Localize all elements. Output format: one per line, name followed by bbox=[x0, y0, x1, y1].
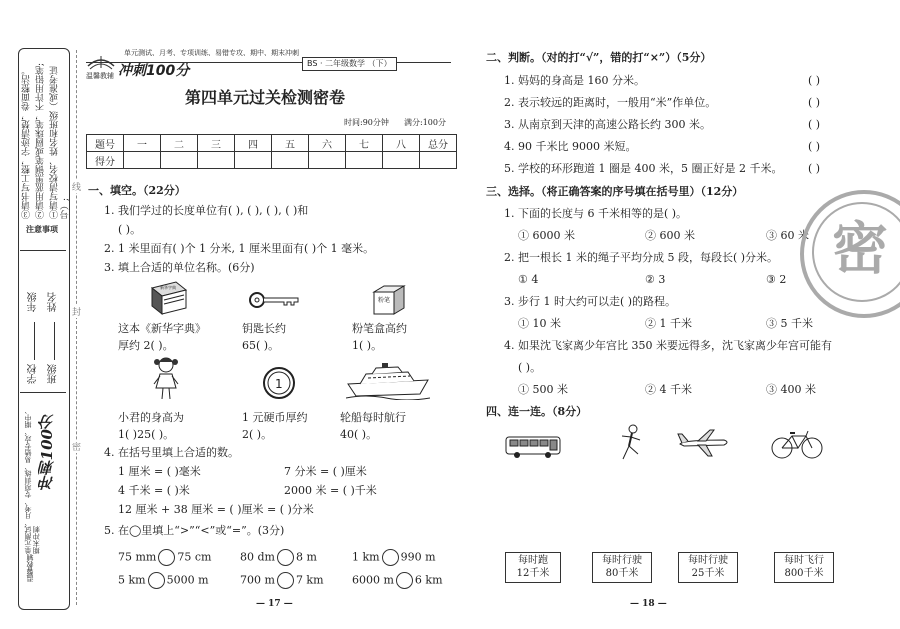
q5-r2-c3 bbox=[352, 572, 443, 589]
sec2-answer-3[interactable]: ( ) bbox=[808, 118, 821, 131]
q3-item-dict-l1: 这本《新华字典》 bbox=[118, 322, 206, 335]
logo bbox=[86, 50, 116, 72]
score-cell: 一 bbox=[124, 135, 161, 152]
sec2-item-5: 5. 学校的环形跑道 1 圈是 400 米，5 圈正好是 2 千米。 bbox=[504, 162, 783, 175]
coin-icon bbox=[262, 366, 296, 400]
compare-circle[interactable] bbox=[382, 549, 399, 566]
page-number-right: — 18 — bbox=[630, 599, 667, 609]
binding-brand: 冲刺100分 bbox=[38, 414, 56, 491]
compare-left: 1 km bbox=[352, 550, 380, 564]
compare-left: 5 km bbox=[118, 573, 146, 587]
exam-title: 第四单元过关检测密卷 bbox=[185, 88, 346, 107]
q3-item-girl-l2: 1( )25( )。 bbox=[118, 428, 175, 441]
compare-left: 80 dm bbox=[240, 550, 275, 564]
page-number-left: — 17 — bbox=[256, 599, 293, 609]
q4-row1-b: 7 分米 = ( )厘米 bbox=[284, 465, 367, 478]
sec3-q4-opt2[interactable]: ② 4 千米 bbox=[645, 383, 692, 396]
bicycle-icon bbox=[770, 428, 824, 460]
match-box-3-line2: 25千米 bbox=[691, 567, 725, 579]
q5-r2-c2 bbox=[240, 572, 324, 589]
coin-picture bbox=[262, 366, 296, 400]
compare-left: 75 mm bbox=[118, 550, 157, 564]
svg-text:1: 1 bbox=[275, 377, 283, 391]
compare-right: 75 cm bbox=[177, 550, 212, 564]
exam-time: 时间:90分钟 bbox=[344, 118, 389, 127]
compare-circle[interactable] bbox=[158, 549, 175, 566]
brand-big: 冲刺100分 bbox=[118, 63, 190, 79]
score-cell: 八 bbox=[383, 135, 420, 152]
notice-item-3: ③请书写工整，字迹清楚，卷面整洁。 bbox=[22, 66, 32, 219]
compare-right: 5000 m bbox=[166, 573, 209, 587]
score-cell: 得分 bbox=[87, 152, 124, 169]
match-box-2[interactable] bbox=[592, 552, 652, 583]
score-cell: 总分 bbox=[420, 135, 457, 152]
score-cell[interactable] bbox=[124, 152, 161, 169]
sec2-item-4: 4. 90 千米比 9000 米短。 bbox=[504, 140, 637, 153]
ship-picture bbox=[346, 362, 430, 400]
compare-left: 6000 m bbox=[352, 573, 394, 587]
compare-right: 6 km bbox=[414, 573, 443, 587]
sec3-q4-opt1[interactable]: ① 500 米 bbox=[518, 383, 568, 396]
field-school-line bbox=[34, 322, 35, 360]
score-table-score-row bbox=[87, 152, 457, 169]
sec2-item-2: 2. 表示较远的距离时，一般用“米”作单位。 bbox=[504, 96, 717, 109]
compare-right: 7 km bbox=[295, 573, 324, 587]
course-tag: BS · 二年级数学 （下） bbox=[302, 57, 397, 71]
score-table-header-row bbox=[87, 135, 457, 152]
ship-icon bbox=[346, 362, 430, 400]
match-box-1-line2: 12千米 bbox=[516, 567, 550, 579]
score-table bbox=[86, 134, 457, 169]
match-box-3-line1: 每时行驶 bbox=[688, 555, 728, 566]
sec3-q3: 3. 步行 1 时大约可以走( )的路程。 bbox=[504, 295, 677, 308]
binding-brand-box bbox=[20, 394, 66, 604]
match-box-4-line1: 每时飞行 bbox=[784, 555, 824, 566]
seal-word-feng: 封 bbox=[72, 305, 81, 318]
sec2-answer-2[interactable]: ( ) bbox=[808, 96, 821, 109]
field-name: 姓名 bbox=[48, 292, 59, 312]
q4-row2-b: 2000 米 = ( )千米 bbox=[284, 484, 377, 497]
match-box-4-line2: 800千米 bbox=[784, 567, 824, 579]
sec3-q2-opt2[interactable]: ② 3 bbox=[645, 273, 666, 286]
dictionary-picture bbox=[146, 278, 190, 318]
sec1-q1-line2: ( )。 bbox=[118, 223, 142, 236]
seal-word-xian: 线 bbox=[72, 180, 81, 193]
q5-r1-c2 bbox=[240, 549, 317, 566]
match-box-1-line1: 每时跑 bbox=[518, 555, 548, 566]
score-cell[interactable] bbox=[420, 152, 457, 169]
chalk-box-label: 粉笔 bbox=[378, 297, 391, 304]
compare-circle[interactable] bbox=[277, 549, 294, 566]
bus-picture[interactable] bbox=[504, 434, 562, 460]
sec3-q3-opt3[interactable]: ③ 5 千米 bbox=[766, 317, 813, 330]
score-cell[interactable] bbox=[198, 152, 235, 169]
score-cell: 三 bbox=[198, 135, 235, 152]
q3-item-box-l1: 粉笔盒高约 bbox=[352, 322, 407, 335]
q3-item-girl-l1: 小君的身高为 bbox=[118, 411, 184, 424]
score-cell[interactable] bbox=[235, 152, 272, 169]
field-school: 学校 bbox=[28, 364, 39, 384]
sec3-title: 三、选择。（将正确答案的序号填在括号里）（12分） bbox=[486, 185, 744, 198]
student-info-box bbox=[20, 252, 66, 393]
notice-item-2: ②请用蓝黑钢笔或圆珠笔，不许用铅笔; bbox=[36, 62, 46, 219]
sec3-q4-line2: ( )。 bbox=[518, 361, 542, 374]
runner-picture[interactable] bbox=[618, 424, 644, 462]
sec3-q4-line1: 4. 如果沈飞家离少年宫比 350 米要远得多，沈飞家离少年宫可能有 bbox=[504, 339, 832, 352]
sec1-q5: 5. 在◯里填上“>”“<”或“=”。(3分) bbox=[104, 524, 285, 537]
q5-r2-c1 bbox=[118, 572, 209, 589]
q3-item-dict-l2: 厚约 2( )。 bbox=[118, 339, 174, 352]
score-cell: 六 bbox=[309, 135, 346, 152]
sec3-q2-opt1[interactable]: ① 4 bbox=[518, 273, 539, 286]
q3-item-box-l2: 1( )。 bbox=[352, 339, 383, 352]
match-box-2-line2: 80千米 bbox=[605, 567, 639, 579]
binding-brand-small: 温馨教辅 bbox=[26, 554, 34, 582]
score-cell[interactable] bbox=[383, 152, 420, 169]
exam-score: 满分:100分 bbox=[404, 118, 446, 127]
sec3-q3-opt1[interactable]: ① 10 米 bbox=[518, 317, 561, 330]
bicycle-picture[interactable] bbox=[770, 428, 824, 460]
sec1-q2: 2. 1 米里面有( )个 1 分米, 1 厘米里面有( )个 1 毫米。 bbox=[104, 242, 375, 255]
girl-icon bbox=[152, 356, 180, 402]
stamp-text: 密 bbox=[832, 217, 888, 282]
compare-right: 990 m bbox=[400, 550, 436, 564]
girl-picture bbox=[152, 356, 180, 402]
sec2-title: 二、判断。（对的打“√”，错的打“×”）（5分） bbox=[486, 51, 712, 64]
q3-item-key-l2: 65( )。 bbox=[242, 339, 280, 352]
field-class-line bbox=[54, 322, 55, 360]
score-cell: 四 bbox=[235, 135, 272, 152]
sec2-answer-5[interactable]: ( ) bbox=[808, 162, 821, 175]
sec3-q4-opt3[interactable]: ③ 400 米 bbox=[766, 383, 816, 396]
match-box-3[interactable] bbox=[678, 552, 738, 583]
chalk-box-picture bbox=[372, 284, 408, 316]
score-cell[interactable] bbox=[161, 152, 198, 169]
score-cell[interactable] bbox=[272, 152, 309, 169]
seal-line bbox=[76, 50, 77, 605]
book-logo-icon bbox=[86, 50, 116, 72]
compare-right: 8 m bbox=[295, 550, 317, 564]
compare-circle[interactable] bbox=[277, 572, 294, 589]
score-cell: 二 bbox=[161, 135, 198, 152]
sec1-title: 一、填空。（22分） bbox=[88, 184, 186, 197]
match-box-1[interactable] bbox=[505, 552, 561, 583]
sec3-q2-opt3[interactable]: ③ 2 bbox=[766, 273, 787, 286]
score-cell: 七 bbox=[346, 135, 383, 152]
q5-r1-c3 bbox=[352, 549, 436, 566]
sec3-q1-opt1[interactable]: ① 6000 米 bbox=[518, 229, 575, 242]
q3-item-coin-l2: 2( )。 bbox=[242, 428, 273, 441]
dictionary-label: 新华字典 bbox=[160, 285, 176, 290]
notice-title: 注意事项 bbox=[26, 224, 58, 234]
notice-item-1: ①请写清校名、姓名和班级（或准考证号）; bbox=[50, 66, 71, 219]
field-class: 班级 bbox=[48, 364, 59, 384]
airplane-picture[interactable] bbox=[676, 428, 732, 458]
q5-r1-c1 bbox=[118, 549, 211, 566]
runner-icon bbox=[618, 424, 644, 462]
notice-box bbox=[20, 50, 71, 251]
q4-row1-a: 1 厘米 = ( )毫米 bbox=[118, 465, 201, 478]
q4-row2-a: 4 千米 = ( )米 bbox=[118, 484, 190, 497]
q4-row3-a: 12 厘米 + 38 厘米 = ( )厘米 = ( )分米 bbox=[118, 503, 314, 516]
sec2-item-3: 3. 从南京到天津的高速公路长约 300 米。 bbox=[504, 118, 711, 131]
sec1-q3: 3. 填上合适的单位名称。(6分) bbox=[104, 261, 255, 274]
binding-series: 单元测试、月考、专项训练、易错专攻、期中、期末冲刺 bbox=[24, 407, 41, 554]
score-cell: 题号 bbox=[87, 135, 124, 152]
sec3-q1-opt3[interactable]: ③ 60 米 bbox=[766, 229, 809, 242]
field-grade: 年级 bbox=[28, 292, 39, 312]
key-icon bbox=[248, 290, 300, 310]
sec3-q1-opt2[interactable]: ② 600 米 bbox=[645, 229, 695, 242]
seal-word-mi: 密 bbox=[72, 440, 81, 453]
q3-item-key-l1: 钥匙长约 bbox=[242, 322, 286, 335]
score-cell[interactable] bbox=[346, 152, 383, 169]
sec2-answer-4[interactable]: ( ) bbox=[808, 140, 821, 153]
sec3-q1: 1. 下面的长度与 6 千米相等的是( )。 bbox=[504, 207, 688, 220]
bus-icon bbox=[504, 434, 562, 460]
sec3-q3-opt2[interactable]: ② 1 千米 bbox=[645, 317, 692, 330]
key-picture bbox=[248, 290, 300, 310]
match-box-4[interactable] bbox=[774, 552, 834, 583]
sec2-answer-1[interactable]: ( ) bbox=[808, 74, 821, 87]
compare-circle[interactable] bbox=[396, 572, 413, 589]
score-cell: 五 bbox=[272, 135, 309, 152]
confidential-stamp bbox=[800, 190, 900, 318]
q3-item-ship-l1: 轮船每时航行 bbox=[340, 411, 406, 424]
dictionary-icon bbox=[146, 278, 190, 318]
match-box-2-line1: 每时行驶 bbox=[602, 555, 642, 566]
q3-item-ship-l2: 40( )。 bbox=[340, 428, 378, 441]
sec1-q1-line1: 1. 我们学过的长度单位有( ), ( ), ( ), ( )和 bbox=[104, 204, 309, 217]
brand-small: 温馨教辅 bbox=[86, 72, 114, 80]
sec1-q4: 4. 在括号里填上合适的数。 bbox=[104, 446, 239, 459]
series-text: 单元测试、月考、专项训练、易错专攻、期中、期末冲刺 bbox=[124, 49, 299, 57]
sec3-q2: 2. 把一根长 1 米的绳子平均分成 5 段，每段长( )分米。 bbox=[504, 251, 779, 264]
sec4-title: 四、连一连。（8分） bbox=[486, 405, 588, 418]
compare-left: 700 m bbox=[240, 573, 275, 587]
sec2-item-1: 1. 妈妈的身高是 160 分米。 bbox=[504, 74, 645, 87]
compare-circle[interactable] bbox=[148, 572, 165, 589]
q3-item-coin-l1: 1 元硬币厚约 bbox=[242, 411, 308, 424]
score-cell[interactable] bbox=[309, 152, 346, 169]
airplane-icon bbox=[676, 428, 732, 458]
